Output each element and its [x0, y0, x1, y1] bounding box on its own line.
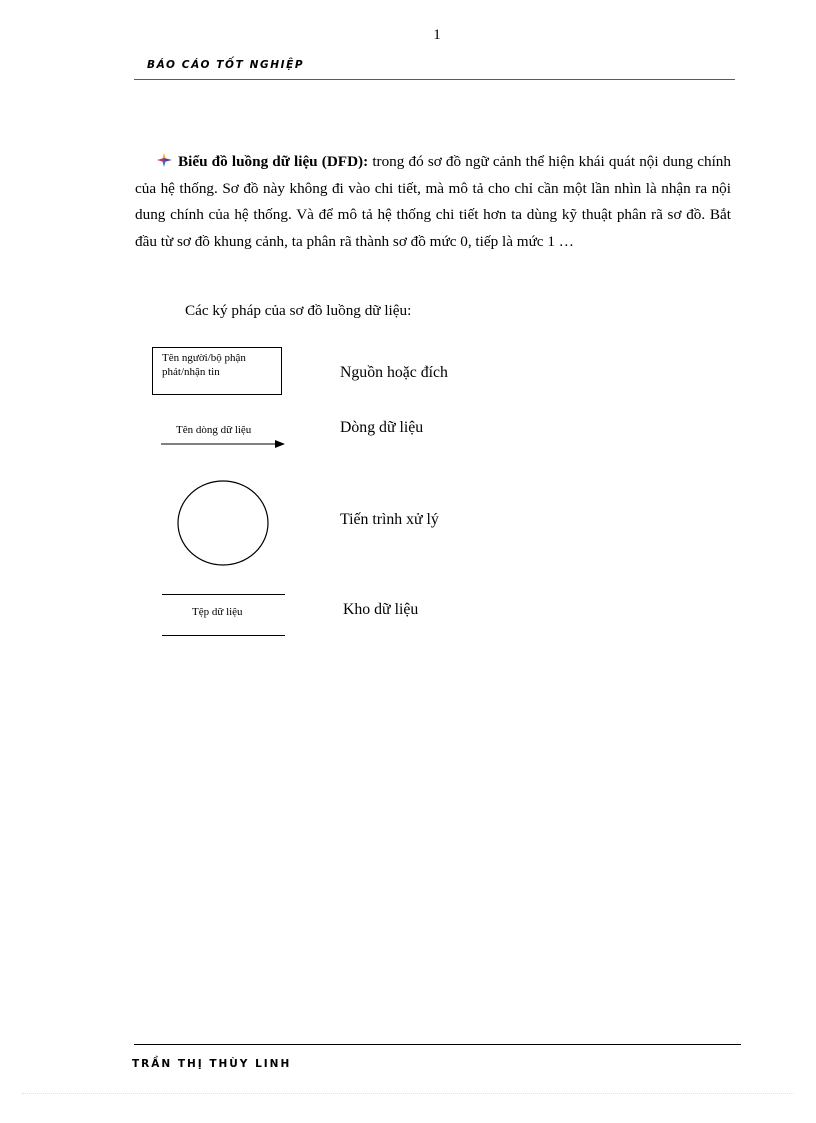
data-store-bottom-line: [162, 635, 285, 636]
notation-heading: Các ký pháp của sơ đồ luồng dữ liệu:: [185, 302, 412, 319]
source-box-line1: Tên người/bộ phận: [162, 352, 246, 364]
footer-rule: [134, 1044, 741, 1045]
data-store-label: Kho dữ liệu: [343, 601, 419, 618]
intro-term: Biểu đồ luồng dữ liệu (DFD):: [178, 153, 369, 171]
page-number: 1: [433, 27, 441, 43]
footer-author-name: TRẦN THỊ THÙY LINH: [132, 1058, 292, 1070]
process-label: Tiến trình xử lý: [340, 511, 439, 528]
data-flow-label: Dòng dữ liệu: [340, 419, 424, 436]
header-title: BÁO CÁO TỐT NGHIỆP: [147, 59, 305, 71]
source-sink-symbol: [152, 347, 282, 395]
data-store-symbol-label: Tệp dữ liệu: [192, 606, 243, 618]
data-store-top-line: [162, 594, 285, 595]
intro-text: trong đó sơ đồ ngữ cảnh thể hiện khái quát nội dung chính của hệ thống. Sơ đồ này không đi vào chi tiết, mà mô tả cho chỉ cần một lần nhìn là nhận ra nội dung chính của hệ thống. Và để mô tả hệ thống chi tiết hơn ta dùng kỹ thuật phân rã sơ đồ. Bắt đầu từ sơ đồ khung cảnh, ta phân rã thành sơ đồ mức 0, tiếp là mức 1 …: [135, 153, 731, 250]
bullet-icon: [157, 153, 172, 167]
flow-symbol-label: Tên dòng dữ liệu: [176, 424, 252, 436]
header-rule: [134, 79, 735, 80]
flow-arrow-icon: [161, 438, 287, 450]
source-sink-label: Nguồn hoặc đích: [340, 364, 448, 381]
intro-paragraph: [135, 149, 731, 255]
page-edge: [22, 1093, 794, 1094]
source-box-line2: phát/nhận tin: [162, 366, 220, 378]
process-circle-icon: [176, 479, 270, 569]
